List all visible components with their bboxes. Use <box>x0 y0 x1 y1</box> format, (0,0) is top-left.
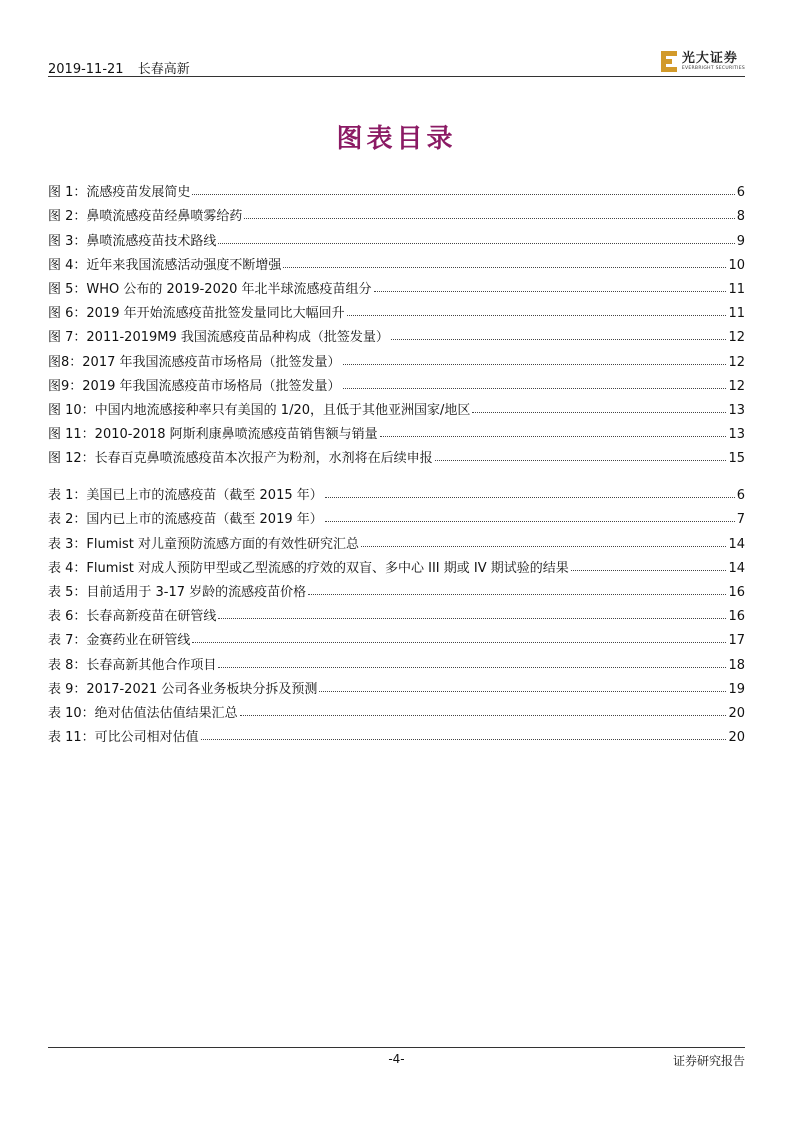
logo-english-name: EVERBRIGHT SECURITIES <box>681 66 745 72</box>
dot-leader <box>343 364 727 365</box>
toc-entry-page: 10 <box>728 257 745 273</box>
table-index-list <box>48 479 745 745</box>
footer-page-number: -4- <box>388 1052 405 1066</box>
table-toc-row[interactable] <box>48 673 745 697</box>
page-footer <box>48 1047 745 1068</box>
toc-entry-label: 表 6：长春高新疫苗在研管线 <box>48 609 217 625</box>
dot-leader <box>374 291 727 292</box>
toc-entry-page: 16 <box>728 584 745 600</box>
dot-leader <box>391 339 727 340</box>
toc-entry-page: 11 <box>728 306 745 322</box>
toc-entry-page: 7 <box>736 512 745 528</box>
dot-leader <box>319 691 726 692</box>
toc-entry-page: 11 <box>728 281 745 297</box>
dot-leader <box>343 388 727 389</box>
toc-entry-label: 表 5：目前适用于 3-17 岁龄的流感疫苗价格 <box>48 584 307 600</box>
toc-entry-label: 图 1：流感疫苗发展简史 <box>48 185 191 201</box>
dot-leader <box>347 315 727 316</box>
dot-leader <box>435 460 727 461</box>
toc-entry-label: 图 5：WHO 公布的 2019-2020 年北半球流感疫苗组分 <box>48 281 372 297</box>
toc-entry-label: 表 2：国内已上市的流感疫苗（截至 2019 年） <box>48 512 323 528</box>
figure-toc-row[interactable] <box>48 249 745 273</box>
toc-entry-page: 13 <box>728 402 745 418</box>
toc-entry-label: 图 12：长春百克鼻喷流感疫苗本次报产为粉剂，水剂将在后续申报 <box>48 451 433 467</box>
dot-leader <box>240 715 727 716</box>
dot-leader <box>472 412 726 413</box>
dot-leader <box>380 436 727 437</box>
logo-text <box>682 52 745 72</box>
everbright-logo <box>661 50 745 74</box>
table-toc-row[interactable] <box>48 527 745 551</box>
logo-mark-icon <box>661 51 677 73</box>
toc-entry-label: 图8：2017 年我国流感疫苗市场格局（批签发量） <box>48 354 341 370</box>
figure-toc-row[interactable] <box>48 370 745 394</box>
figure-toc-row[interactable] <box>48 321 745 345</box>
figure-toc-row[interactable] <box>48 176 745 200</box>
toc-entry-label: 图 11：2010-2018 阿斯利康鼻喷流感疫苗销售额与销量 <box>48 427 378 443</box>
dot-leader <box>201 739 727 740</box>
table-toc-row[interactable] <box>48 479 745 503</box>
table-toc-row[interactable] <box>48 576 745 600</box>
figure-index-list <box>48 176 745 466</box>
toc-entry-page: 6 <box>736 185 745 201</box>
dot-leader <box>192 194 734 195</box>
page-header <box>48 48 745 77</box>
toc-entry-page: 8 <box>736 209 745 225</box>
figure-toc-row[interactable] <box>48 394 745 418</box>
toc-entry-page: 6 <box>736 488 745 504</box>
toc-entry-page: 16 <box>728 609 745 625</box>
toc-entry-label: 图9：2019 年我国流感疫苗市场格局（批签发量） <box>48 378 341 394</box>
table-toc-row[interactable] <box>48 503 745 527</box>
toc-entry-label: 图 4：近年来我国流感活动强度不断增强 <box>48 257 282 273</box>
dot-leader <box>218 618 726 619</box>
toc-entry-page: 12 <box>728 330 745 346</box>
toc-entry-label: 图 6：2019 年开始流感疫苗批签发量同比大幅回升 <box>48 306 345 322</box>
toc-entry-page: 20 <box>728 705 745 721</box>
table-toc-row[interactable] <box>48 721 745 745</box>
figure-toc-row[interactable] <box>48 345 745 369</box>
dot-leader <box>192 642 726 643</box>
header-left <box>48 58 200 77</box>
logo-chinese-name: 光大证券 <box>681 51 738 67</box>
toc-entry-page: 20 <box>728 730 745 746</box>
dot-leader <box>571 570 727 571</box>
toc-entry-page: 19 <box>728 681 745 697</box>
footer-report-type: 证券研究报告 <box>672 1054 745 1068</box>
dot-leader <box>244 218 734 219</box>
page-title: 图表目录 <box>336 124 457 154</box>
toc-entry-page: 15 <box>728 451 745 467</box>
table-toc-row[interactable] <box>48 648 745 672</box>
table-toc-row[interactable] <box>48 552 745 576</box>
toc-entry-page: 13 <box>728 427 745 443</box>
table-toc-row[interactable] <box>48 624 745 648</box>
figure-toc-row[interactable] <box>48 224 745 248</box>
toc-entry-label: 表 9：2017-2021 公司各业务板块分拆及预测 <box>48 681 318 697</box>
toc-entry-label: 图 7：2011-2019M9 我国流感疫苗品种构成（批签发量） <box>48 330 389 346</box>
dot-leader <box>218 667 726 668</box>
toc-entry-page: 14 <box>728 536 745 552</box>
figure-toc-row[interactable] <box>48 297 745 321</box>
figure-toc-row[interactable] <box>48 418 745 442</box>
toc-entry-page: 9 <box>736 233 745 249</box>
toc-entry-page: 18 <box>728 657 745 673</box>
dot-leader <box>283 267 726 268</box>
toc-entry-page: 12 <box>728 378 745 394</box>
dot-leader <box>308 594 726 595</box>
figure-toc-row[interactable] <box>48 200 745 224</box>
report-date: 2019-11-21 <box>48 62 124 77</box>
table-toc-row[interactable] <box>48 600 745 624</box>
toc-entry-label: 表 8：长春高新其他合作项目 <box>48 657 217 673</box>
figure-toc-row[interactable] <box>48 442 745 466</box>
toc-entry-label: 表 7：金赛药业在研管线 <box>48 633 191 649</box>
table-toc-row[interactable] <box>48 697 745 721</box>
dot-leader <box>325 521 735 522</box>
dot-leader <box>361 546 726 547</box>
dot-leader <box>218 243 734 244</box>
company-name: 长春高新 <box>137 62 190 77</box>
toc-entry-label: 表 4：Flumist 对成人预防甲型或乙型流感的疗效的双盲、多中心 III 期或 IV 期试验的结果 <box>48 560 569 576</box>
toc-entry-label: 表 1：美国已上市的流感疫苗（截至 2015 年） <box>48 488 323 504</box>
toc-entry-label: 表 10：绝对估值法估值结果汇总 <box>48 705 238 721</box>
dot-leader <box>325 497 735 498</box>
toc-entry-label: 图 3：鼻喷流感疫苗技术路线 <box>48 233 217 249</box>
toc-entry-label: 表 3：Flumist 对儿童预防流感方面的有效性研究汇总 <box>48 536 360 552</box>
toc-entry-page: 17 <box>728 633 745 649</box>
toc-entry-label: 图 2：鼻喷流感疫苗经鼻喷雾给药 <box>48 209 243 225</box>
toc-entry-label: 图 10：中国内地流感接种率只有美国的 1/20，且低于其他亚洲国家/地区 <box>48 402 471 418</box>
figure-toc-row[interactable] <box>48 273 745 297</box>
toc-entry-label: 表 11：可比公司相对估值 <box>48 730 199 746</box>
toc-entry-page: 14 <box>728 560 745 576</box>
toc-entry-page: 12 <box>728 354 745 370</box>
